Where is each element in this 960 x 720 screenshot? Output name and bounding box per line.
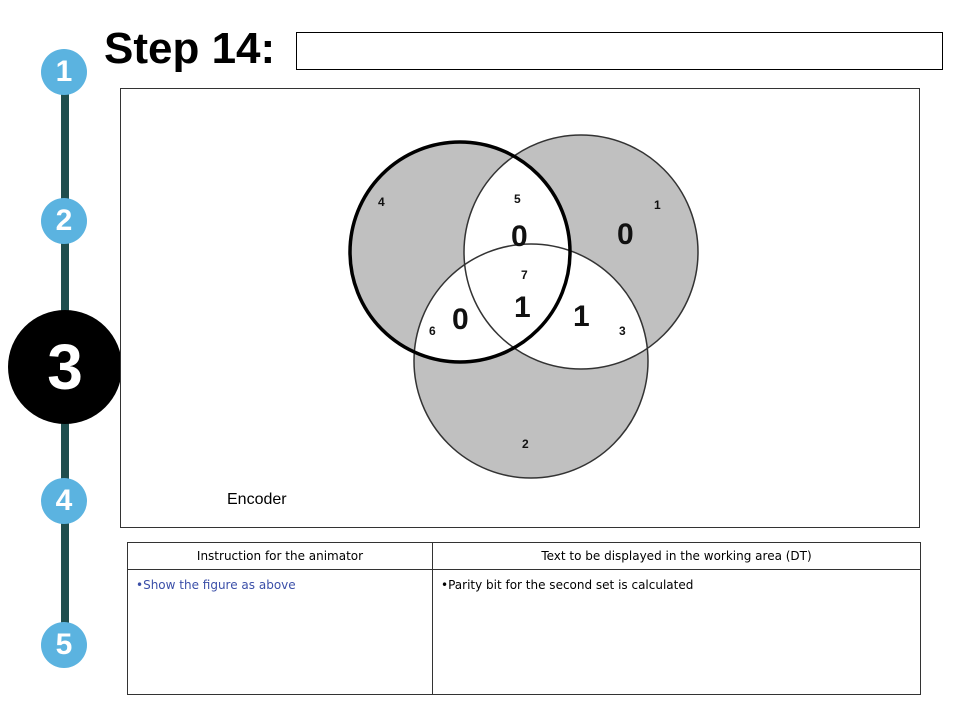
- bit-value-region-3: 1: [573, 300, 590, 333]
- header-animator-instruction: Instruction for the animator: [128, 543, 433, 570]
- working-area: [120, 88, 920, 528]
- bit-value-region-5: 0: [511, 220, 528, 253]
- region-number-3: 3: [619, 324, 626, 338]
- step-5-circle[interactable]: 5: [41, 622, 87, 668]
- diagram-caption: Encoder: [227, 491, 287, 508]
- bit-value-region-6: 0: [452, 303, 469, 336]
- instruction-table: [127, 542, 921, 695]
- region-number-5: 5: [514, 192, 521, 206]
- step-1-circle[interactable]: 1: [41, 49, 87, 95]
- region-number-4: 4: [378, 195, 385, 209]
- step-2-circle[interactable]: 2: [41, 198, 87, 244]
- cell-animator-instruction: [128, 570, 433, 695]
- title-input-box[interactable]: [296, 32, 943, 70]
- venn-diagram: [121, 89, 921, 529]
- page-title: Step 14:: [104, 24, 276, 73]
- step-3-circle-active[interactable]: 3: [8, 310, 122, 424]
- region-number-6: 6: [429, 324, 436, 338]
- bit-value-region-7: 1: [514, 291, 531, 324]
- region-number-1: 1: [654, 198, 661, 212]
- region-number-2: 2: [522, 437, 529, 451]
- animator-instruction-item: • Show the figure as above: [136, 578, 296, 592]
- display-text-item: • Parity bit for the second set is calculated: [441, 578, 693, 592]
- region-number-7: 7: [521, 268, 528, 282]
- cell-display-text: [433, 570, 921, 695]
- bit-value-region-1: 0: [617, 218, 634, 251]
- header-display-text: Text to be displayed in the working area (DT): [433, 543, 921, 570]
- step-4-circle[interactable]: 4: [41, 478, 87, 524]
